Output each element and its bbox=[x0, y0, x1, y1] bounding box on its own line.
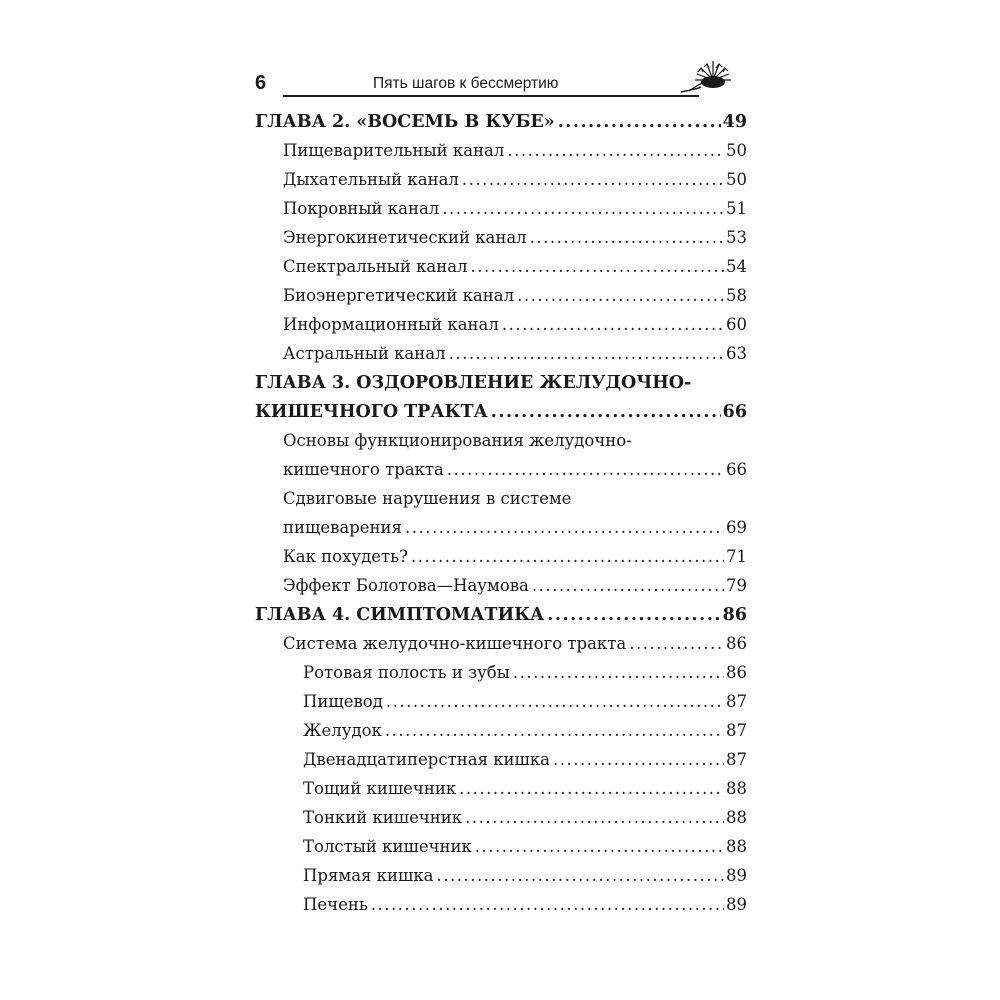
toc-entry-title: Спектральный канал bbox=[283, 257, 468, 276]
toc-entry-title: КИШЕЧНОГО ТРАКТА bbox=[255, 402, 488, 422]
toc-entry-title: Информационный канал bbox=[283, 315, 499, 334]
toc-entry-title: Основы функционирования желудочно- bbox=[283, 431, 632, 450]
toc-entry-title: Желудок bbox=[303, 721, 382, 740]
toc-page-number: 86 bbox=[726, 663, 747, 682]
toc-page-number: 86 bbox=[726, 634, 747, 653]
toc-page-number: 89 bbox=[726, 866, 747, 885]
toc-entry-title: Пищеварительный канал bbox=[283, 141, 505, 160]
toc-page-number: 69 bbox=[726, 518, 747, 537]
toc-page-number: 88 bbox=[726, 837, 747, 856]
toc-entry[interactable] bbox=[255, 866, 747, 895]
toc-page-number: 89 bbox=[726, 895, 747, 914]
toc-entry-title: Биоэнергетический канал bbox=[283, 286, 515, 305]
toc-entry-title: Эффект Болотова—Наумова bbox=[283, 576, 529, 595]
toc-page-number: 51 bbox=[726, 199, 747, 218]
running-title: Пять шагов к бессмертию bbox=[373, 75, 559, 92]
toc-page-number: 88 bbox=[726, 808, 747, 827]
book-page bbox=[255, 62, 747, 914]
dot-leader bbox=[459, 779, 724, 798]
toc-entry-title: кишечного тракта bbox=[283, 460, 444, 479]
toc-entry-title: Печень bbox=[303, 895, 368, 914]
toc-entry[interactable] bbox=[255, 489, 747, 547]
dot-leader bbox=[385, 721, 724, 740]
toc-entry[interactable] bbox=[255, 721, 747, 750]
toc-entry-title: Пищевод bbox=[303, 692, 383, 711]
toc-page-number: 54 bbox=[726, 257, 747, 276]
dot-leader bbox=[447, 460, 724, 479]
dot-leader bbox=[471, 257, 724, 276]
dot-leader bbox=[442, 199, 724, 218]
toc-entry-title: Дыхательный канал bbox=[283, 170, 459, 189]
toc-page-number: 63 bbox=[726, 344, 747, 363]
toc-entry-title: Тощий кишечник bbox=[303, 779, 457, 798]
toc-entry-title: Как похудеть? bbox=[283, 547, 408, 566]
toc-entry[interactable] bbox=[255, 199, 747, 228]
toc-entry[interactable] bbox=[255, 431, 747, 489]
toc-page-number: 87 bbox=[726, 721, 747, 740]
toc-entry[interactable] bbox=[255, 141, 747, 170]
toc-entry[interactable] bbox=[255, 344, 747, 373]
toc-entry[interactable] bbox=[255, 837, 747, 866]
toc-chapter[interactable] bbox=[255, 112, 747, 141]
toc-entry-title: Сдвиговые нарушения в системе bbox=[283, 489, 572, 508]
sunflower-ornament-icon bbox=[671, 58, 751, 98]
toc-page-number: 60 bbox=[726, 315, 747, 334]
toc-page-number: 79 bbox=[726, 576, 747, 595]
toc-entry[interactable] bbox=[255, 634, 747, 663]
toc-entry[interactable] bbox=[255, 663, 747, 692]
toc-entry[interactable] bbox=[255, 228, 747, 257]
toc-page-number: 50 bbox=[726, 170, 747, 189]
dot-leader bbox=[462, 170, 724, 189]
dot-leader bbox=[405, 518, 724, 537]
toc-entry[interactable] bbox=[255, 576, 747, 605]
toc-entry-title: пищеварения bbox=[283, 518, 402, 537]
dot-leader bbox=[437, 866, 725, 885]
toc-entry-title: Астральный канал bbox=[283, 344, 446, 363]
toc-page-number: 66 bbox=[722, 402, 747, 422]
toc-entry-title: ГЛАВА 2. «ВОСЕМЬ В КУБЕ» bbox=[255, 112, 555, 132]
header-rule bbox=[283, 95, 699, 97]
toc-page-number: 88 bbox=[726, 779, 747, 798]
toc-page-number: 66 bbox=[726, 460, 747, 479]
toc-page-number: 53 bbox=[726, 228, 747, 247]
dot-leader bbox=[532, 576, 724, 595]
toc-entry-title: Покровный канал bbox=[283, 199, 440, 218]
dot-leader bbox=[530, 228, 724, 247]
toc-page-number: 71 bbox=[726, 547, 747, 566]
dot-leader bbox=[386, 692, 724, 711]
toc-page-number: 87 bbox=[726, 692, 747, 711]
toc-entry[interactable] bbox=[255, 895, 747, 924]
dot-leader bbox=[553, 750, 724, 769]
toc-entry[interactable] bbox=[255, 257, 747, 286]
toc-entry[interactable] bbox=[255, 779, 747, 808]
dot-leader bbox=[475, 837, 724, 856]
toc-page-number: 58 bbox=[726, 286, 747, 305]
toc-page-number: 50 bbox=[726, 141, 747, 160]
toc-entry-title: ГЛАВА 3. ОЗДОРОВЛЕНИЕ ЖЕЛУДОЧНО- bbox=[255, 373, 692, 393]
dot-leader bbox=[507, 141, 724, 160]
toc-page-number: 86 bbox=[722, 605, 747, 625]
toc-page-number: 49 bbox=[722, 112, 747, 132]
dot-leader bbox=[513, 663, 724, 682]
toc-entry[interactable] bbox=[255, 547, 747, 576]
toc-entry[interactable] bbox=[255, 750, 747, 779]
toc-entry-title: Двенадцатиперстная кишка bbox=[303, 750, 551, 769]
dot-leader bbox=[371, 895, 724, 914]
dot-leader bbox=[502, 315, 724, 334]
dot-leader bbox=[449, 344, 724, 363]
toc-entry[interactable] bbox=[255, 692, 747, 721]
toc-entry[interactable] bbox=[255, 808, 747, 837]
dot-leader bbox=[491, 402, 721, 422]
toc-entry[interactable] bbox=[255, 286, 747, 315]
toc-entry-title: Система желудочно-кишечного тракта bbox=[283, 634, 627, 653]
dot-leader bbox=[465, 808, 724, 827]
toc-entry[interactable] bbox=[255, 315, 747, 344]
toc-entry-title: Ротовая полость и зубы bbox=[303, 663, 510, 682]
toc-entry[interactable] bbox=[255, 170, 747, 199]
toc-chapter[interactable] bbox=[255, 605, 747, 634]
toc-page-number: 87 bbox=[726, 750, 747, 769]
dot-leader bbox=[411, 547, 724, 566]
toc-entry-title: Тонкий кишечник bbox=[303, 808, 463, 827]
dot-leader bbox=[547, 605, 720, 625]
page-number: 6 bbox=[255, 72, 267, 94]
page-header bbox=[255, 62, 747, 102]
toc-entry-title: Прямая кишка bbox=[303, 866, 434, 885]
dot-leader bbox=[558, 112, 721, 132]
dot-leader bbox=[517, 286, 724, 305]
toc-entry-title: Толстый кишечник bbox=[303, 837, 472, 856]
toc-entry-title: ГЛАВА 4. СИМПТОМАТИКА bbox=[255, 605, 545, 625]
dot-leader bbox=[629, 634, 724, 653]
toc-entry-title: Энергокинетический канал bbox=[283, 228, 527, 247]
toc-chapter[interactable] bbox=[255, 373, 747, 431]
